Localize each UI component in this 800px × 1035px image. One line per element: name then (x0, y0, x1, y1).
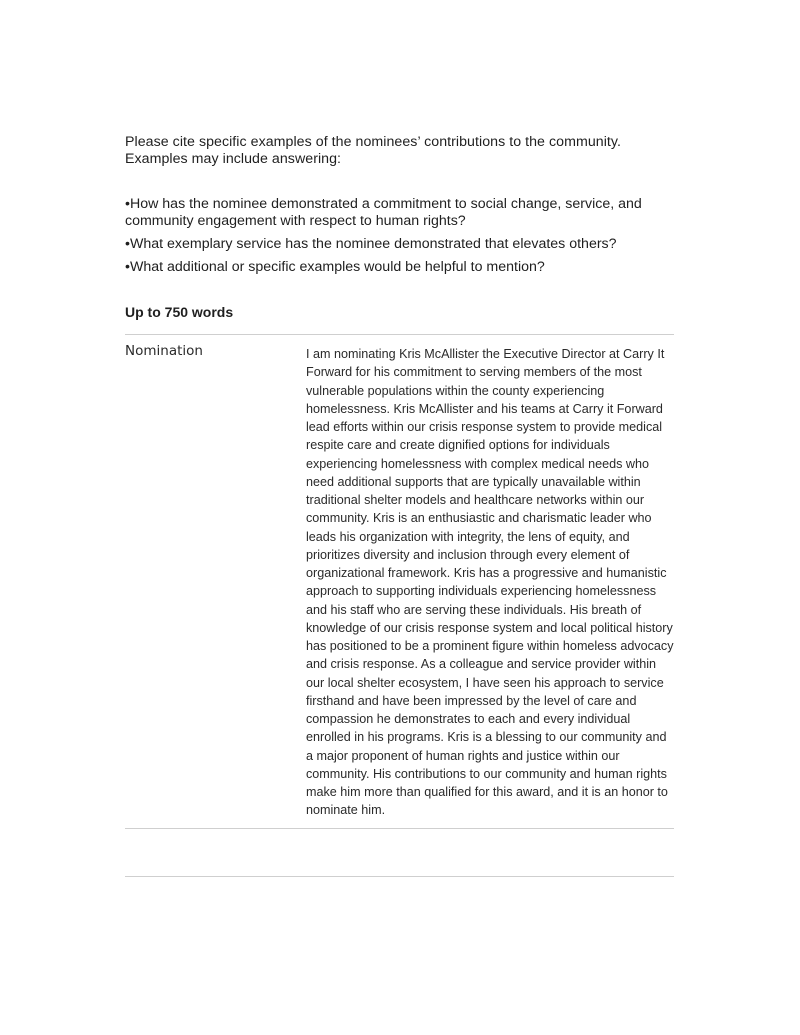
prompt-question-text: What additional or specific examples would be helpful to mention? (129, 259, 545, 275)
field-divider-bottom (125, 828, 674, 829)
nomination-field-label: Nomination (125, 343, 203, 359)
nomination-form-page (125, 134, 674, 877)
bullet-mark: • (125, 259, 130, 275)
prompt-question (125, 259, 674, 276)
prompt-question (125, 236, 674, 253)
bullet-mark: • (125, 196, 130, 212)
prompt-intro: Please cite specific examples of the nominees’ contributions to the community. Examples may include answering: (125, 134, 621, 167)
bullet-mark: • (125, 236, 130, 252)
section-divider (125, 876, 674, 877)
prompt-question-text: How has the nominee demonstrated a commitment to social change, service, and community engagement with respect to human rights? (125, 196, 642, 229)
nomination-field-row (125, 335, 674, 828)
prompt-question-text: What exemplary service has the nominee demonstrated that elevates others? (129, 236, 617, 252)
prompt-question (125, 196, 674, 230)
word-limit-label: Up to 750 words (125, 304, 234, 320)
prompt-question-list (125, 196, 674, 276)
nomination-field-value: I am nominating Kris McAllister the Executive Director at Carry It Forward for his commitment to serving members of the most vulnerable populations within the county experiencing homelessness. Kris McAllister and his teams at Carry it Forward lead efforts within our crisis response system to provide medical respite care and create dignified options for individuals experiencing homelessness with complex medical needs who need additional supports that are typically unavailable within traditional shelter models and healthcare networks within our community. Kris is an enthusiastic and charismatic leader who leads his organization with integrity, the lens of equity, and prioritizes diversity and inclusion through every element of organizational framework. Kris has a progressive and humanistic approach to supporting individuals experiencing homelessness and his staff who are serving these individuals. His breath of knowledge of our crisis response system and local political history has positioned to be a prominent figure within homeless advocacy and crisis response. As a colleague and service provider within our local shelter ecosystem, I have seen his approach to service firsthand and have been impressed by the level of care and compassion he demonstrates to each and every individual enrolled in his programs. Kris is a blessing to our community and a major proponent of human rights and justice within our community. His contributions to our community and human rights make him more than qualified for this award, and it is an honor to nominate him. (306, 347, 674, 818)
